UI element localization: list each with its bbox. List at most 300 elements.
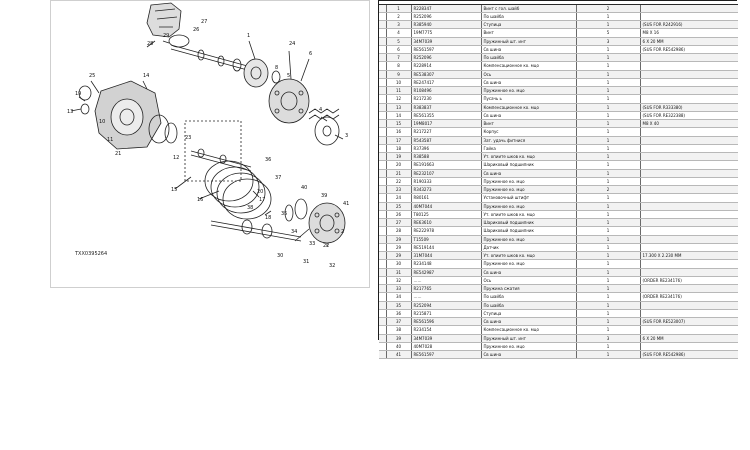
callout-number: 31 bbox=[303, 259, 310, 265]
callout-number: 38 bbox=[247, 205, 254, 211]
callout-number: 30 bbox=[277, 253, 284, 259]
cell-qty: 1 bbox=[576, 235, 640, 243]
cell-qty: 3 bbox=[576, 334, 640, 342]
table-row[interactable] bbox=[379, 334, 738, 342]
cell-name: Пружинный шт. инт bbox=[481, 37, 576, 45]
callout-number: 23 bbox=[185, 135, 192, 141]
cell-name: По шайба bbox=[481, 293, 576, 301]
cell-note bbox=[640, 128, 738, 136]
cell-name: Ступица bbox=[481, 21, 576, 29]
cell-qty: 1 bbox=[576, 210, 640, 218]
row-marker-cell bbox=[379, 309, 386, 317]
table-row[interactable] bbox=[379, 351, 738, 359]
cell-n: 17 bbox=[386, 136, 411, 144]
row-marker-cell bbox=[379, 177, 386, 185]
cell-name: Гайка bbox=[481, 144, 576, 152]
table-row[interactable] bbox=[379, 260, 738, 268]
cell-qty: 2 bbox=[576, 4, 640, 12]
row-marker-cell bbox=[379, 293, 386, 301]
row-marker-cell bbox=[379, 210, 386, 218]
cell-n: 24 bbox=[386, 194, 411, 202]
cell-qty: 1 bbox=[576, 309, 640, 317]
cell-qty: 1 bbox=[576, 45, 640, 53]
cell-code: R543587 bbox=[411, 136, 481, 144]
cell-note bbox=[640, 78, 738, 86]
cell-note: M8 X 16 bbox=[640, 29, 738, 37]
cell-code: R234154 bbox=[411, 326, 481, 334]
cell-name: Св шина bbox=[481, 78, 576, 86]
table-row[interactable] bbox=[379, 318, 738, 326]
cell-code: R217230 bbox=[411, 95, 481, 103]
cell-n: 10 bbox=[386, 78, 411, 86]
callout-number: 11 bbox=[107, 137, 114, 143]
row-marker-cell bbox=[379, 153, 386, 161]
cell-code: R190333 bbox=[411, 177, 481, 185]
row-marker-cell bbox=[379, 342, 386, 350]
table-row[interactable] bbox=[379, 252, 738, 260]
cell-code: …… bbox=[411, 276, 481, 284]
row-marker-cell bbox=[379, 120, 386, 128]
cell-name: Зат. удачь фитнися bbox=[481, 136, 576, 144]
figure-code: TXX0395264 bbox=[75, 251, 108, 257]
cell-qty: 1 bbox=[576, 252, 640, 260]
table-row[interactable] bbox=[379, 37, 738, 45]
table-row[interactable] bbox=[379, 21, 738, 29]
table-row[interactable] bbox=[379, 103, 738, 111]
cell-name: Св шина bbox=[481, 111, 576, 119]
cell-n: 29 bbox=[386, 252, 411, 260]
cell-code: R234148 bbox=[411, 260, 481, 268]
row-marker-cell bbox=[379, 227, 386, 235]
cell-n: 35 bbox=[386, 301, 411, 309]
cell-name: Шариковый подшипник bbox=[481, 227, 576, 235]
cell-qty: 1 bbox=[576, 293, 640, 301]
cell-name: Компенсационное ко. мцо bbox=[481, 326, 576, 334]
cell-code: T80125 bbox=[411, 210, 481, 218]
cell-qty: 1 bbox=[576, 326, 640, 334]
cell-note bbox=[640, 144, 738, 152]
cell-qty: 1 bbox=[576, 95, 640, 103]
table-row[interactable] bbox=[379, 161, 738, 169]
callout-number: 35 bbox=[281, 211, 288, 217]
cell-note: (ORDER RE234176) bbox=[640, 293, 738, 301]
cell-n: 6 bbox=[386, 45, 411, 53]
cell-note bbox=[640, 186, 738, 194]
cell-note bbox=[640, 177, 738, 185]
cell-name: Винт bbox=[481, 120, 576, 128]
cell-name: Св шина bbox=[481, 45, 576, 53]
cell-note: (SUS FOR R333380) bbox=[640, 103, 738, 111]
table-row[interactable] bbox=[379, 293, 738, 301]
cell-code: R215871 bbox=[411, 309, 481, 317]
callout-number: 40 bbox=[301, 185, 308, 191]
cell-n: 29 bbox=[386, 235, 411, 243]
cell-note: 17.300 X 2.230 MM bbox=[640, 252, 738, 260]
cell-note bbox=[640, 136, 738, 144]
row-marker-cell bbox=[379, 186, 386, 194]
callout-number: 41 bbox=[343, 201, 350, 207]
cell-name: Винт с гол. шайб bbox=[481, 4, 576, 12]
cell-qty: 1 bbox=[576, 285, 640, 293]
callout-number: 21 bbox=[115, 151, 122, 157]
cell-n: 2 bbox=[386, 12, 411, 20]
cell-note: (ORDER RE234176) bbox=[640, 276, 738, 284]
table-row[interactable] bbox=[379, 285, 738, 293]
cell-note bbox=[640, 95, 738, 103]
cell-name: Компенсационное ко. мцо bbox=[481, 62, 576, 70]
table-row[interactable] bbox=[379, 210, 738, 218]
table-row[interactable] bbox=[379, 29, 738, 37]
table-row[interactable] bbox=[379, 219, 738, 227]
cell-name: Ут. опиите шков ко. мцо bbox=[481, 252, 576, 260]
row-marker-cell bbox=[379, 70, 386, 78]
table-row[interactable] bbox=[379, 70, 738, 78]
row-marker-cell bbox=[379, 21, 386, 29]
cell-qty: 1 bbox=[576, 111, 640, 119]
cell-qty: 1 bbox=[576, 268, 640, 276]
table-row[interactable] bbox=[379, 276, 738, 284]
cell-qty: 1 bbox=[576, 169, 640, 177]
cell-note bbox=[640, 169, 738, 177]
row-marker-cell bbox=[379, 45, 386, 53]
cell-note bbox=[640, 227, 738, 235]
row-marker-cell bbox=[379, 87, 386, 95]
table-row[interactable] bbox=[379, 95, 738, 103]
row-marker-cell bbox=[379, 169, 386, 177]
cell-name: Пружинное ко. мцо bbox=[481, 202, 576, 210]
callout-number: 18 bbox=[265, 215, 272, 221]
row-marker-cell bbox=[379, 128, 386, 136]
cell-note bbox=[640, 326, 738, 334]
row-marker-cell bbox=[379, 243, 386, 251]
cell-n: 38 bbox=[386, 326, 411, 334]
cell-qty: 1 bbox=[576, 177, 640, 185]
cell-name: Ут. опиите шков ко. мцо bbox=[481, 153, 576, 161]
row-marker-cell bbox=[379, 235, 386, 243]
cell-note: 6 X 20 MM bbox=[640, 334, 738, 342]
callout-number: 33 bbox=[309, 241, 316, 247]
cell-code: RE561597 bbox=[411, 351, 481, 359]
cell-note: 6 X 20 MM bbox=[640, 37, 738, 45]
row-marker-cell bbox=[379, 12, 386, 20]
cell-qty: 1 bbox=[576, 351, 640, 359]
cell-note bbox=[640, 12, 738, 20]
cell-qty: 1 bbox=[576, 120, 640, 128]
cell-qty: 1 bbox=[576, 21, 640, 29]
callout-number: 25 bbox=[89, 73, 96, 79]
callout-number: 19 bbox=[75, 91, 82, 97]
cell-qty: 1 bbox=[576, 78, 640, 86]
cell-qty: 1 bbox=[576, 227, 640, 235]
row-marker-cell bbox=[379, 260, 386, 268]
cell-code: R228347 bbox=[411, 4, 481, 12]
cell-n: 37 bbox=[386, 318, 411, 326]
cell-code: RE222978 bbox=[411, 227, 481, 235]
cell-code: 19M8017 bbox=[411, 120, 481, 128]
table-row[interactable] bbox=[379, 78, 738, 86]
cell-name: Пусачь ь bbox=[481, 95, 576, 103]
table-row[interactable] bbox=[379, 144, 738, 152]
row-marker-cell bbox=[379, 219, 386, 227]
cell-code: RE561597 bbox=[411, 45, 481, 53]
cell-qty: 2 bbox=[576, 186, 640, 194]
cell-name: Пружинный шт. инт bbox=[481, 334, 576, 342]
cell-code: R228914 bbox=[411, 62, 481, 70]
cell-note bbox=[640, 153, 738, 161]
callout-number: 6 bbox=[309, 51, 313, 57]
table-row[interactable] bbox=[379, 45, 738, 53]
cell-note bbox=[640, 235, 738, 243]
callout-number: 28 bbox=[147, 41, 154, 47]
table-row[interactable] bbox=[379, 243, 738, 251]
cell-code: R38588 bbox=[411, 153, 481, 161]
cell-n: 39 bbox=[386, 334, 411, 342]
cell-n: 9 bbox=[386, 70, 411, 78]
cell-name: Компенсационное ко. мцо bbox=[481, 103, 576, 111]
cell-n: 41 bbox=[386, 351, 411, 359]
cell-code: R37396 bbox=[411, 144, 481, 152]
cell-note bbox=[640, 260, 738, 268]
callout-number: 14 bbox=[143, 73, 150, 79]
cell-n: 4 bbox=[386, 29, 411, 37]
cell-code: RE232107 bbox=[411, 169, 481, 177]
cell-note bbox=[640, 62, 738, 70]
cell-qty: 1 bbox=[576, 87, 640, 95]
row-marker-cell bbox=[379, 276, 386, 284]
cell-qty: 1 bbox=[576, 12, 640, 20]
cell-code: RE519144 bbox=[411, 243, 481, 251]
cell-code: 34M7039 bbox=[411, 37, 481, 45]
table-row[interactable] bbox=[379, 342, 738, 350]
row-marker-cell bbox=[379, 95, 386, 103]
callout-number: 12 bbox=[173, 155, 180, 161]
cell-note bbox=[640, 70, 738, 78]
cell-name: Ось bbox=[481, 276, 576, 284]
cell-note bbox=[640, 194, 738, 202]
cell-n: 22 bbox=[386, 177, 411, 185]
callout-number: 39 bbox=[321, 193, 328, 199]
cell-n: 7 bbox=[386, 54, 411, 62]
callout-number: 26 bbox=[193, 27, 200, 33]
cell-note bbox=[640, 202, 738, 210]
cell-code: RE561355 bbox=[411, 111, 481, 119]
cell-n: 25 bbox=[386, 202, 411, 210]
table-row[interactable] bbox=[379, 54, 738, 62]
row-marker-cell bbox=[379, 285, 386, 293]
callout-number: 29 bbox=[163, 33, 170, 39]
row-marker-cell bbox=[379, 103, 386, 111]
cell-name: Пружинное ко. мцо bbox=[481, 87, 576, 95]
cell-n: 23 bbox=[386, 186, 411, 194]
cell-note bbox=[640, 268, 738, 276]
cell-name: По шайба bbox=[481, 301, 576, 309]
callout-number: 15 bbox=[171, 187, 178, 193]
table-row[interactable] bbox=[379, 309, 738, 317]
cell-name: Св шина bbox=[481, 351, 576, 359]
table-row[interactable] bbox=[379, 128, 738, 136]
cell-note: (SUS FOR RE322388) bbox=[640, 111, 738, 119]
cell-qty: 1 bbox=[576, 243, 640, 251]
cell-qty: 1 bbox=[576, 301, 640, 309]
cell-note bbox=[640, 309, 738, 317]
table-row[interactable] bbox=[379, 186, 738, 194]
table-row[interactable] bbox=[379, 202, 738, 210]
row-marker-cell bbox=[379, 194, 386, 202]
cell-name: Ут. опиите шков ко. мцо bbox=[481, 210, 576, 218]
cell-n: 30 bbox=[386, 260, 411, 268]
cell-n: 19 bbox=[386, 153, 411, 161]
parts-table bbox=[379, 1, 738, 359]
diagram-drawing bbox=[51, 1, 371, 289]
cell-code: 40M7028 bbox=[411, 342, 481, 350]
callout-number: 13 bbox=[67, 109, 74, 115]
cell-note bbox=[640, 87, 738, 95]
cell-qty: 3 bbox=[576, 37, 640, 45]
cell-code: R108496 bbox=[411, 87, 481, 95]
cell-code: R217765 bbox=[411, 285, 481, 293]
callout-number: 37 bbox=[275, 175, 282, 181]
row-marker-cell bbox=[379, 54, 386, 62]
cell-code: R252094 bbox=[411, 301, 481, 309]
table-row[interactable] bbox=[379, 235, 738, 243]
row-marker-cell bbox=[379, 4, 386, 12]
cell-name: Датчик bbox=[481, 243, 576, 251]
cell-qty: 1 bbox=[576, 128, 640, 136]
cell-code: 31M7044 bbox=[411, 252, 481, 260]
callout-number: 24 bbox=[289, 41, 296, 47]
cell-qty: 1 bbox=[576, 62, 640, 70]
cell-qty: 1 bbox=[576, 194, 640, 202]
cell-qty: 1 bbox=[576, 260, 640, 268]
cell-qty: 1 bbox=[576, 136, 640, 144]
row-marker-cell bbox=[379, 78, 386, 86]
cell-note bbox=[640, 161, 738, 169]
row-marker-cell bbox=[379, 326, 386, 334]
cell-code: R80161 bbox=[411, 194, 481, 202]
table-row[interactable] bbox=[379, 169, 738, 177]
cell-name: Св шина bbox=[481, 169, 576, 177]
row-marker-cell bbox=[379, 334, 386, 342]
cell-qty: 1 bbox=[576, 103, 640, 111]
callout-number: 22 bbox=[323, 243, 330, 249]
cell-n: 15 bbox=[386, 120, 411, 128]
cell-note: (SUS FOR RE542986) bbox=[640, 45, 738, 53]
cell-name: Корпус bbox=[481, 128, 576, 136]
cell-code: R217227 bbox=[411, 128, 481, 136]
cell-note bbox=[640, 210, 738, 218]
cell-name: Св шина bbox=[481, 268, 576, 276]
cell-note bbox=[640, 243, 738, 251]
cell-qty: 1 bbox=[576, 318, 640, 326]
callout-number: 36 bbox=[265, 157, 272, 163]
cell-name: Св шина bbox=[481, 318, 576, 326]
table-row[interactable] bbox=[379, 326, 738, 334]
row-marker-cell bbox=[379, 301, 386, 309]
cell-code: R343273 bbox=[411, 186, 481, 194]
cell-name: Пружинное ко. мцо bbox=[481, 235, 576, 243]
cell-name: Пружинное ко. мцо bbox=[481, 186, 576, 194]
cell-name: Ступица bbox=[481, 309, 576, 317]
row-marker-cell bbox=[379, 37, 386, 45]
diagram-linework bbox=[71, 3, 345, 247]
cell-code: R383837 bbox=[411, 103, 481, 111]
table-row[interactable] bbox=[379, 153, 738, 161]
table-row[interactable] bbox=[379, 268, 738, 276]
row-marker-cell bbox=[379, 62, 386, 70]
cell-name: Ось bbox=[481, 70, 576, 78]
table-row[interactable] bbox=[379, 177, 738, 185]
table-row[interactable] bbox=[379, 227, 738, 235]
cell-n: 33 bbox=[386, 285, 411, 293]
table-row[interactable] bbox=[379, 12, 738, 20]
cell-n: 11 bbox=[386, 87, 411, 95]
cell-note: (SUS FOR R242916) bbox=[640, 21, 738, 29]
cell-note bbox=[640, 54, 738, 62]
cell-note bbox=[640, 4, 738, 12]
cell-code: RE561596 bbox=[411, 318, 481, 326]
cell-code: 34M7039 bbox=[411, 334, 481, 342]
cell-n: 18 bbox=[386, 144, 411, 152]
cell-qty: 1 bbox=[576, 219, 640, 227]
cell-n: 3 bbox=[386, 21, 411, 29]
cell-n: 12 bbox=[386, 95, 411, 103]
callout-number: 32 bbox=[329, 263, 336, 269]
cell-n: 31 bbox=[386, 268, 411, 276]
row-marker-cell bbox=[379, 136, 386, 144]
cell-name: По шайба bbox=[481, 12, 576, 20]
table-row[interactable] bbox=[379, 120, 738, 128]
row-marker-cell bbox=[379, 252, 386, 260]
cell-code: R385940 bbox=[411, 21, 481, 29]
cell-n: 28 bbox=[386, 227, 411, 235]
callout-number: 27 bbox=[201, 19, 208, 25]
cell-n: 8 bbox=[386, 62, 411, 70]
callout-number: 5 bbox=[287, 73, 291, 79]
row-marker-cell bbox=[379, 144, 386, 152]
callout-number: 20 bbox=[257, 189, 264, 195]
row-marker-cell bbox=[379, 318, 386, 326]
cell-note bbox=[640, 219, 738, 227]
cell-n: 14 bbox=[386, 111, 411, 119]
table-row[interactable] bbox=[379, 62, 738, 70]
callout-number: 2 bbox=[341, 229, 345, 235]
table-row[interactable] bbox=[379, 87, 738, 95]
cell-n: 21 bbox=[386, 169, 411, 177]
cell-n: 26 bbox=[386, 210, 411, 218]
cell-n: 40 bbox=[386, 342, 411, 350]
cell-qty: 1 bbox=[576, 202, 640, 210]
row-marker-cell bbox=[379, 161, 386, 169]
cell-note: (SUS FOR RE542986) bbox=[640, 351, 738, 359]
cell-code: 40M7044 bbox=[411, 202, 481, 210]
table-row[interactable] bbox=[379, 136, 738, 144]
cell-name: Шариковый подшипник bbox=[481, 161, 576, 169]
cell-name: Шариковый подшипник bbox=[481, 219, 576, 227]
cell-name: Установочный штифт bbox=[481, 194, 576, 202]
cell-qty: 1 bbox=[576, 144, 640, 152]
cell-code: RE538307 bbox=[411, 70, 481, 78]
table-row[interactable] bbox=[379, 111, 738, 119]
callout-number: 34 bbox=[291, 229, 298, 235]
callout-number: 1 bbox=[247, 33, 251, 39]
table-row[interactable] bbox=[379, 301, 738, 309]
table-row[interactable] bbox=[379, 194, 738, 202]
callout-number: 8 bbox=[275, 65, 279, 71]
callout-number: 4 bbox=[319, 107, 323, 113]
table-row[interactable] bbox=[379, 4, 738, 12]
cell-n: 20 bbox=[386, 161, 411, 169]
row-marker-cell bbox=[379, 29, 386, 37]
